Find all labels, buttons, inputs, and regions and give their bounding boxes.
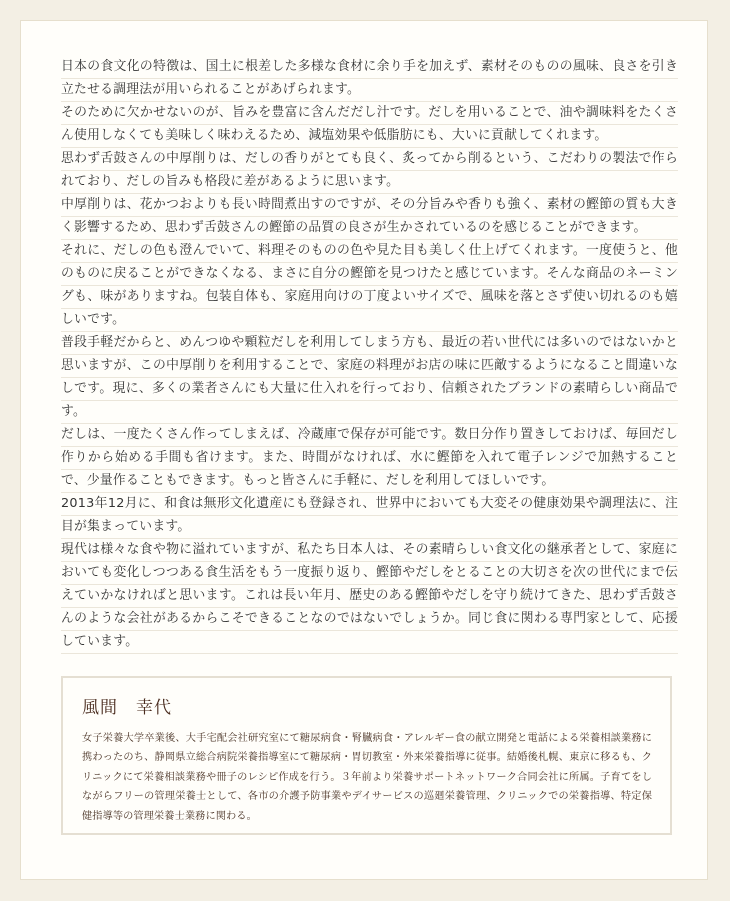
article-paragraph: 普段手軽だからと、めんつゆや顆粒だしを利用してしまう方も、最近の若い世代には多いのではないかと思いますが、この中厚削りを利用することで、家庭の料理がお店の味に匹敵するようになること間違いなしです。現に、多くの業者さんにも大量に仕入れを行っており、信頼されたブランドの素晴らしい商品です。 [61, 335, 678, 419]
author-bio: 女子栄養大学卒業後、大手宅配会社研究室にて糖尿病食・腎臓病食・アレルギー食の献立開発と電話による栄養相談業務に携わったのち、静岡県立総合病院栄養指導室にて糖尿病・胃切教室・外来栄養指導に従事。結婚後札幌、東京に移るも、クリニックにて栄養相談業務や冊子のレシピ作成を行う。３年前より栄養サポートネットワーク合同会社に所属。子育てをしながらフリーの管理栄養士として、各市の介護予防事業やデイサービスの巡廻栄養管理、クリニックでの栄養指導、特定保健指導等の管理栄養士業務に関わる。 [82, 733, 652, 822]
article-paragraph: 思わず舌鼓さんの中厚削りは、だしの香りがとても良く、炙ってから削るという、こだわりの製法で作られており、だしの旨みも格段に差があるように思います。 [61, 151, 678, 189]
article-paragraph: だしは、一度たくさん作ってしまえば、冷蔵庫で保存が可能です。数日分作り置きしておけば、毎回だし作りから始める手間も省けます。また、時間がなければ、水に鰹節を入れて電子レンジで加熱することで、少量作ることもできます。もっと皆さんに手軽に、だしを利用してほしいです。 [61, 427, 678, 488]
content-card [20, 20, 708, 880]
article-paragraph: そのために欠かせないのが、旨みを豊富に含んだだし汁です。だしを用いることで、油や調味料をたくさん使用しなくても美味しく味わえるため、減塩効果や低脂肪にも、大いに貢献してくれます。 [61, 105, 678, 143]
article-paragraph: 2013年12月に、和食は無形文化遺産にも登録され、世界中においても大変その健康効果や調理法に、注目が集まっています。 [61, 496, 678, 534]
article-paragraph: それに、だしの色も澄んでいて、料理そのものの色や見た目も美しく仕上げてくれます。一度使うと、他のものに戻ることができなくなる、まさに自分の鰹節を見つけたと感じています。そんな商品のネーミングも、味がありますね。包装自体も、家庭用向けの丁度よいサイズで、風味を落とさず使い切れるのも嬉しいです。 [61, 243, 678, 327]
article-paragraph: 日本の食文化の特徴は、国土に根差した多様な食材に余り手を加えず、素材そのものの風味、良さを引き立たせる調理法が用いられることがあげられます。 [61, 59, 678, 97]
author-profile-box [61, 676, 672, 835]
article-paragraph: 中厚削りは、花かつおよりも長い時間煮出すのですが、その分旨みや香りも強く、素材の鰹節の質も大きく影響するため、思わず舌鼓さんの鰹節の品質の良さが生かされているのを感じることができます。 [61, 197, 678, 235]
article-body [61, 55, 678, 665]
author-name: 風間 幸代 [82, 698, 172, 718]
article-paragraph: 現代は様々な食や物に溢れていますが、私たち日本人は、その素晴らしい食文化の継承者として、家庭においても変化しつつある食生活をもう一度振り返り、鰹節やだしをとることの大切さを次の世代にまで伝えていかなければと思います。これは長い年月、歴史のある鰹節やだしを守り続けてきた、思わず舌鼓さんのような会社があるからこそできることなのではないでしょうか。同じ食に関わる専門家として、応援しています。 [61, 542, 678, 649]
